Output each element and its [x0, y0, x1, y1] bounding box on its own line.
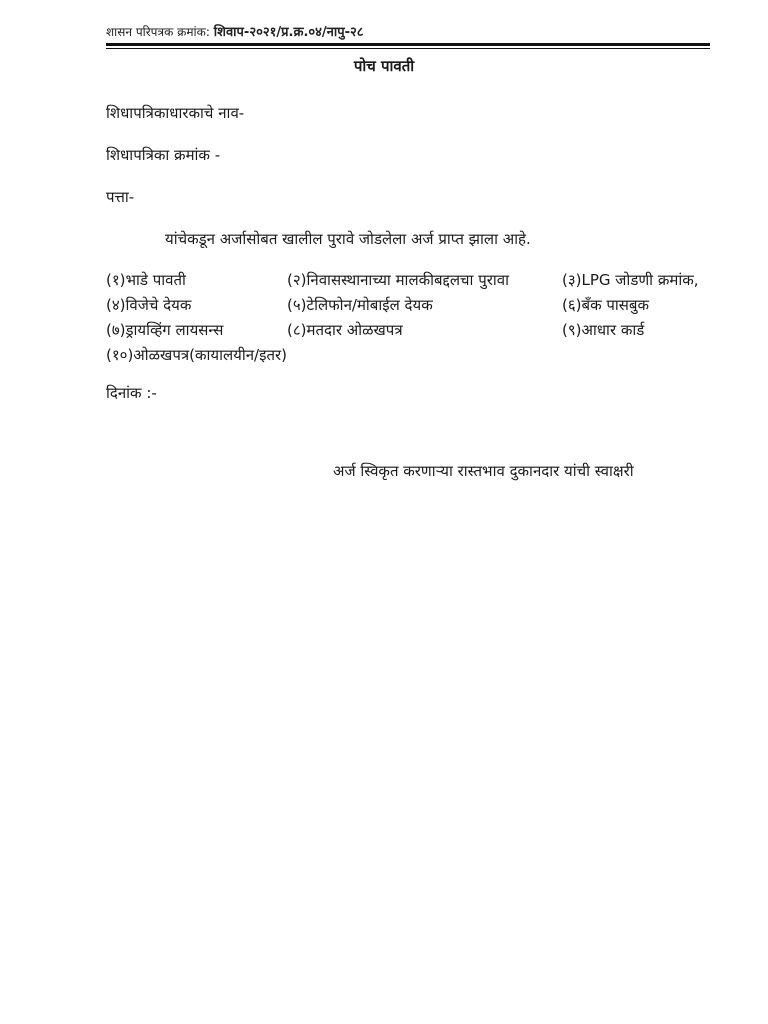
document-item: (७)ड्रायव्हिंग लायसन्स	[106, 321, 224, 339]
document-item: (४)विजेचे देयक	[106, 296, 192, 314]
document-item: (२)निवासस्थानाच्या मालकीबद्दलचा पुरावा	[287, 271, 509, 289]
circular-header-prefix: शासन परिपत्रक क्रमांक:	[106, 25, 210, 39]
address-label: पत्ता-	[106, 188, 135, 206]
cardholder-name-label: शिधापत्रिकाधारकाचे नाव-	[106, 104, 245, 122]
circular-header	[106, 22, 364, 40]
date-label: दिनांक :-	[106, 384, 157, 402]
document-item: (९)आधार कार्ड	[562, 321, 645, 339]
header-rule-thick	[106, 43, 710, 46]
document-item: (१०)ओळखपत्र(कायालयीन/इतर)	[106, 346, 287, 364]
document-item: (६)बँक पासबुक	[562, 296, 649, 314]
document-item: (३)LPG जोडणी क्रमांक,	[562, 271, 699, 289]
receipt-statement: यांचेकडून अर्जासोबत खालील पुरावे जोडलेला अर्ज प्राप्त झाला आहे.	[165, 230, 531, 248]
circular-reference-number: शिवाप-२०२१/प्र.क्र.०४/नापु-२८	[213, 25, 364, 40]
document-title: पोच पावती	[353, 57, 415, 75]
header-rule-thin	[106, 48, 710, 49]
signature-label: अर्ज स्विकृत करणाऱ्या रास्तभाव दुकानदार यांची स्वाक्षरी	[333, 462, 634, 480]
document-item: (१)भाडे पावती	[106, 271, 186, 289]
card-number-label: शिधापत्रिका क्रमांक -	[106, 146, 221, 164]
document-item: (५)टेलिफोन/मोबाईल देयक	[287, 296, 433, 314]
document-item: (८)मतदार ओळखपत्र	[287, 321, 403, 339]
